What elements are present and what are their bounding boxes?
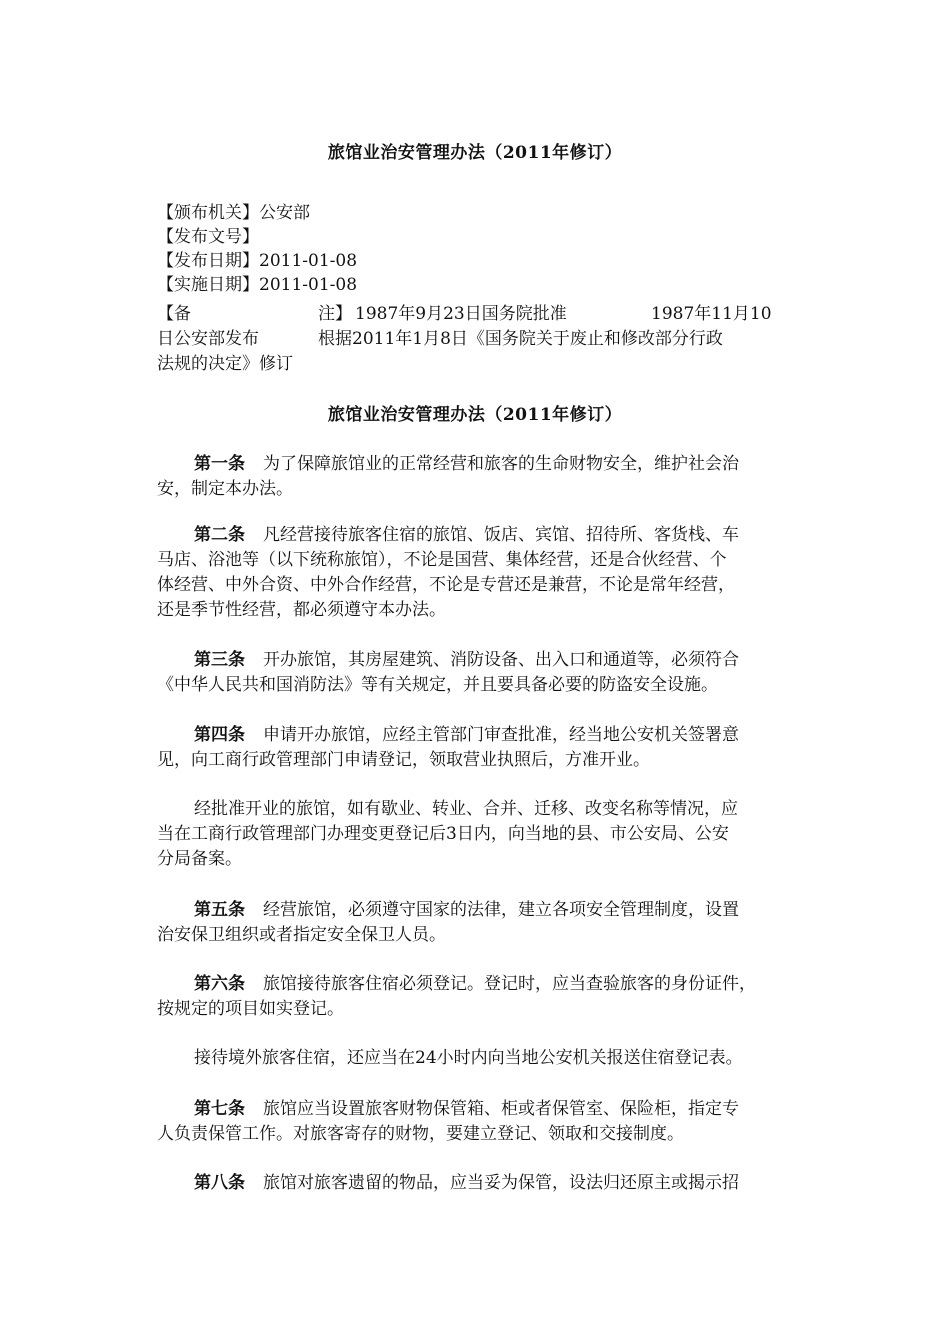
article-line	[157, 1097, 807, 1122]
article-label: 第一条	[194, 454, 245, 474]
meta-effective-date-label: 【实施日期】	[157, 275, 259, 295]
article-text: 凡经营接待旅客住宿的旅馆、饭店、宾馆、招待所、客货栈、车	[263, 525, 739, 545]
article-line	[157, 723, 807, 748]
article-line: 安，制定本办法。	[157, 479, 293, 499]
meta-doc-number	[157, 225, 797, 249]
article-text: 旅馆应当设置旅客财物保管箱、柜或者保管室、保险柜，指定专	[263, 1099, 739, 1119]
article-line	[157, 972, 807, 997]
meta-note-line2-b: 根据2011年1月8日《国务院关于废止和修改部分行政	[318, 329, 723, 349]
article-text: 为了保障旅馆业的正常经营和旅客的生命财物安全，维护社会治	[263, 454, 739, 474]
article-7	[157, 1097, 807, 1147]
meta-effective-date-value: 2011-01-08	[259, 275, 358, 295]
article-3	[157, 648, 807, 698]
article-text: 经营旅馆，必须遵守国家的法律，建立各项安全管理制度，设置	[263, 900, 739, 920]
article-line: 《中华人民共和国消防法》等有关规定，并且要具备必要的防盗安全设施。	[157, 675, 718, 695]
article-2	[157, 523, 807, 623]
article-text: 旅馆接待旅客住宿必须登记。登记时，应当查验旅客的身份证件，	[263, 974, 756, 994]
article-label: 第四条	[194, 725, 245, 745]
article-line	[157, 523, 807, 548]
article-line: 接待境外旅客住宿，还应当在24小时内向当地公安机关报送住宿登记表。	[194, 1048, 743, 1068]
article-line: 经批准开业的旅馆，如有歇业、转业、合并、迁移、改变名称等情况，应	[194, 799, 738, 819]
article-line: 体经营、中外合资、中外合作经营，不论是专营还是兼营，不论是常年经营，	[157, 575, 735, 595]
article-line	[157, 648, 807, 673]
article-8	[157, 1171, 807, 1196]
article-line: 还是季节性经营，都必须遵守本办法。	[157, 600, 446, 620]
meta-effective-date	[157, 273, 797, 297]
meta-note-line1-b: 1987年11月10	[651, 304, 772, 324]
article-line: 按规定的项目如实登记。	[157, 999, 344, 1019]
article-text: 开办旅馆，其房屋建筑、消防设备、出入口和通道等，必须符合	[263, 650, 739, 670]
meta-note-line2-a: 日公安部发布	[157, 329, 259, 349]
article-line	[157, 898, 807, 923]
meta-issuer-value: 公安部	[259, 203, 310, 223]
article-6-paragraph-2	[157, 1046, 807, 1071]
article-label: 第二条	[194, 525, 245, 545]
article-5	[157, 898, 807, 948]
meta-publish-date-value: 2011-01-08	[259, 251, 358, 271]
meta-issuer-label: 【颁布机关】	[157, 203, 259, 223]
meta-note-label-start: 【备	[157, 304, 191, 324]
meta-note-line3: 法规的决定》修订	[157, 354, 293, 374]
article-line: 治安保卫组织或者指定安全保卫人员。	[157, 925, 446, 945]
meta-doc-number-label: 【发布文号】	[157, 227, 259, 247]
meta-publish-date-label: 【发布日期】	[157, 251, 259, 271]
body-title: 旅馆业治安管理办法（2011年修订）	[327, 405, 623, 425]
article-line: 人负责保管工作。对旅客寄存的财物，要建立登记、领取和交接制度。	[157, 1124, 684, 1144]
article-label: 第六条	[194, 974, 245, 994]
meta-note-label-end: 注】	[318, 304, 352, 324]
article-label: 第三条	[194, 650, 245, 670]
article-line: 见，向工商行政管理部门申请登记，领取营业执照后，方准开业。	[157, 750, 650, 770]
article-line	[157, 1171, 807, 1196]
document-title: 旅馆业治安管理办法（2011年修订）	[327, 143, 623, 163]
article-line: 马店、浴池等（以下统称旅馆），不论是国营、集体经营，还是合伙经营、个	[157, 550, 727, 570]
article-line: 分局备案。	[157, 849, 242, 869]
article-4-paragraph-2	[157, 797, 807, 872]
article-line	[157, 452, 807, 477]
article-label: 第七条	[194, 1099, 245, 1119]
article-label: 第五条	[194, 900, 245, 920]
article-label: 第八条	[194, 1173, 245, 1193]
meta-issuer	[157, 201, 797, 225]
article-text: 旅馆对旅客遗留的物品，应当妥为保管，设法归还原主或揭示招	[263, 1173, 739, 1193]
article-4	[157, 723, 807, 773]
meta-publish-date	[157, 249, 797, 273]
article-text: 申请开办旅馆，应经主管部门审查批准，经当地公安机关签署意	[263, 725, 739, 745]
meta-note-line1-a: 1987年9月23日国务院批准	[355, 304, 567, 324]
article-1	[157, 452, 807, 502]
article-line: 当在工商行政管理部门办理变更登记后3日内，向当地的县、市公安局、公安	[157, 824, 729, 844]
article-6	[157, 972, 807, 1022]
